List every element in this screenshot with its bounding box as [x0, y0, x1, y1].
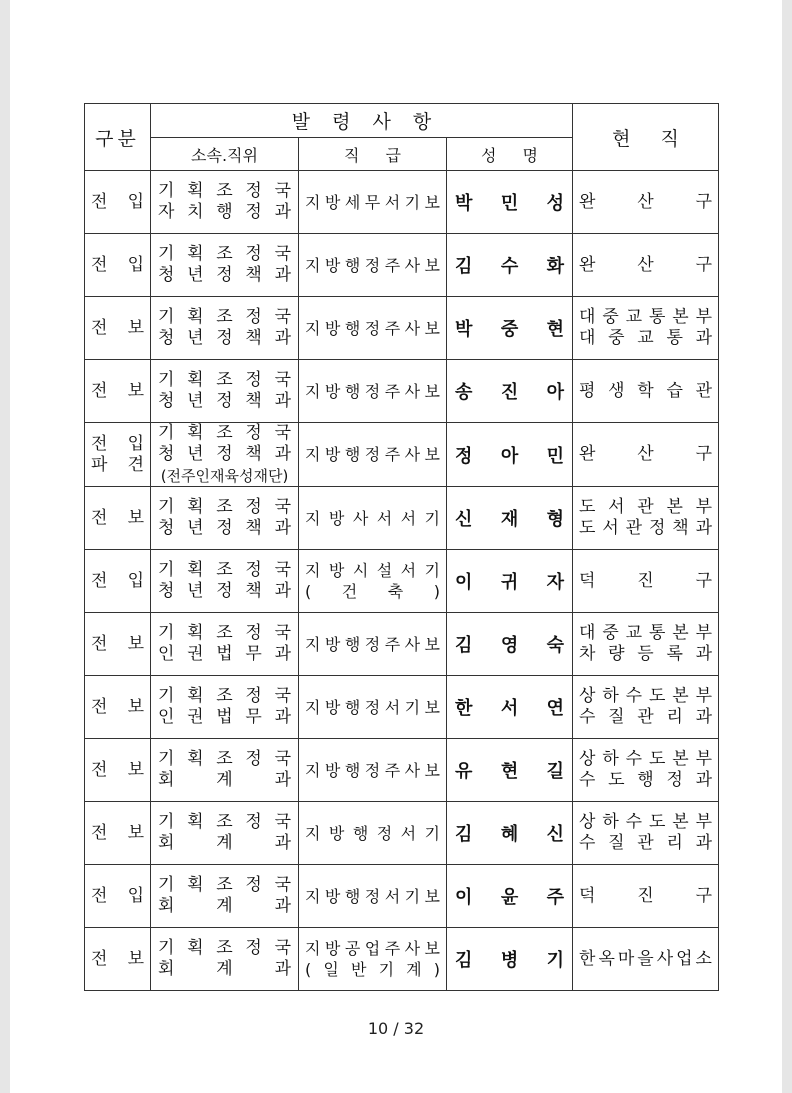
rank-cell — [299, 550, 447, 613]
rank-cell — [299, 802, 447, 865]
affiliation-line: 인 권 법 무 과 — [158, 707, 291, 727]
rank-line: 지 방 행 정 주 사 보 — [305, 634, 440, 654]
table-row — [85, 171, 719, 234]
name-cell — [447, 423, 573, 487]
type-line: 전 입 — [91, 570, 144, 591]
affiliation-cell — [151, 739, 299, 802]
current-line: 상 하 수 도 본 부 — [579, 812, 713, 832]
type-line: 전 입 — [91, 885, 144, 906]
affiliation-line: (전주인재육성재단) — [160, 467, 289, 485]
type-line: 전 보 — [91, 317, 144, 338]
table-row — [85, 234, 719, 297]
name-cell — [447, 360, 573, 423]
rank-cell — [299, 297, 447, 360]
type-cell — [85, 423, 151, 487]
current-line: 수 질 관 리 과 — [579, 833, 713, 853]
name-cell — [447, 171, 573, 234]
type-line: 전 입 — [91, 254, 144, 275]
current-line: 평 생 학 습 관 — [579, 380, 713, 401]
affiliation-line: 기 획 조 정 국 — [158, 370, 291, 390]
header-name: 성명 — [447, 138, 573, 171]
current-line: 대 중 교 통 본 부 — [579, 623, 713, 643]
affiliation-line: 기 획 조 정 국 — [158, 875, 291, 895]
name-cell — [447, 550, 573, 613]
table-row — [85, 802, 719, 865]
rank-line: 지 방 사 서 서 기 — [305, 508, 440, 528]
affiliation-cell — [151, 550, 299, 613]
rank-cell — [299, 613, 447, 676]
type-line: 전 보 — [91, 822, 144, 843]
name-cell — [447, 613, 573, 676]
type-line: 전 보 — [91, 759, 144, 780]
name-cell — [447, 487, 573, 550]
affiliation-line: 기 획 조 정 국 — [158, 423, 291, 443]
table-row — [85, 487, 719, 550]
type-cell — [85, 676, 151, 739]
table-row — [85, 676, 719, 739]
current-cell — [573, 171, 719, 234]
affiliation-line: 청 년 정 책 과 — [158, 391, 291, 411]
person-name: 이 귀 자 — [455, 572, 565, 593]
rank-line: 지 방 시 설 서 기 — [305, 561, 440, 580]
current-line: 덕 진 구 — [579, 570, 713, 591]
type-line: 전 보 — [91, 507, 144, 528]
table-row — [85, 928, 719, 991]
affiliation-line: 기 획 조 정 국 — [158, 938, 291, 958]
person-name: 신 재 형 — [455, 509, 565, 530]
affiliation-cell — [151, 802, 299, 865]
person-name: 한 서 연 — [455, 698, 565, 719]
current-cell — [573, 802, 719, 865]
header-title: 발령사항 — [151, 104, 573, 138]
person-name: 박 민 성 — [455, 193, 565, 214]
affiliation-line: 기 획 조 정 국 — [158, 497, 291, 517]
type-cell — [85, 928, 151, 991]
table-header-row — [85, 104, 719, 138]
affiliation-cell — [151, 360, 299, 423]
current-cell — [573, 865, 719, 928]
affiliation-line: 회 계 과 — [158, 959, 291, 979]
rank-cell — [299, 676, 447, 739]
current-line: 완 산 구 — [579, 254, 713, 275]
affiliation-cell — [151, 613, 299, 676]
affiliation-line: 기 획 조 정 국 — [158, 686, 291, 706]
type-line: 전 보 — [91, 380, 144, 401]
table-row — [85, 550, 719, 613]
rank-line: 지 방 행 정 주 사 보 — [305, 760, 440, 780]
current-line: 상 하 수 도 본 부 — [579, 749, 713, 769]
affiliation-line: 회 계 과 — [158, 770, 291, 790]
affiliation-line: 기 획 조 정 국 — [158, 623, 291, 643]
affiliation-cell — [151, 423, 299, 487]
rank-cell — [299, 739, 447, 802]
rank-line: 지 방 행 정 서 기 보 — [305, 697, 440, 717]
table-row — [85, 865, 719, 928]
current-cell — [573, 487, 719, 550]
header-gubun: 구분 — [85, 104, 151, 171]
affiliation-cell — [151, 297, 299, 360]
current-line: 한 옥 마 을 사 업 소 — [579, 948, 712, 969]
type-cell — [85, 297, 151, 360]
affiliation-line: 회 계 과 — [158, 833, 291, 853]
affiliation-line: 기 획 조 정 국 — [158, 560, 291, 580]
affiliation-line: 청 년 정 책 과 — [158, 328, 291, 348]
current-line: 수 도 행 정 과 — [579, 770, 713, 790]
type-cell — [85, 234, 151, 297]
rank-line: 지 방 세 무 서 기 보 — [305, 192, 440, 212]
header-current: 현직 — [573, 104, 719, 171]
rank-line: ( 건 축 ) — [305, 582, 440, 601]
current-cell — [573, 613, 719, 676]
affiliation-line: 청 년 정 책 과 — [158, 265, 291, 285]
name-cell — [447, 802, 573, 865]
current-cell — [573, 234, 719, 297]
current-line: 대 중 교 통 과 — [579, 328, 713, 348]
rank-line: 지 방 행 정 서 기 — [305, 823, 440, 843]
name-cell — [447, 865, 573, 928]
affiliation-cell — [151, 171, 299, 234]
rank-line: 지 방 공 업 주 사 보 — [305, 939, 440, 958]
name-cell — [447, 234, 573, 297]
affiliation-cell — [151, 487, 299, 550]
affiliation-line: 기 획 조 정 국 — [158, 244, 291, 264]
affiliation-cell — [151, 928, 299, 991]
rank-cell — [299, 360, 447, 423]
person-name: 김 병 기 — [455, 950, 565, 971]
name-cell — [447, 928, 573, 991]
current-cell — [573, 423, 719, 487]
affiliation-line: 기 획 조 정 국 — [158, 181, 291, 201]
rank-cell — [299, 234, 447, 297]
affiliation-line: 회 계 과 — [158, 896, 291, 916]
type-line: 전 보 — [91, 633, 144, 654]
rank-cell — [299, 487, 447, 550]
rank-cell — [299, 171, 447, 234]
current-line: 수 질 관 리 과 — [579, 707, 713, 727]
type-line: 전 입 — [91, 433, 144, 454]
current-line: 대 중 교 통 본 부 — [579, 307, 713, 327]
current-cell — [573, 360, 719, 423]
table-row — [85, 297, 719, 360]
current-cell — [573, 297, 719, 360]
type-cell — [85, 550, 151, 613]
personnel-order-table — [84, 103, 719, 991]
current-cell — [573, 550, 719, 613]
header-affiliation: 소속.직위 — [151, 138, 299, 171]
person-name: 송 진 아 — [455, 382, 565, 403]
rank-line: 지 방 행 정 주 사 보 — [305, 255, 440, 275]
affiliation-line: 자 치 행 정 과 — [158, 202, 291, 222]
affiliation-line: 기 획 조 정 국 — [158, 749, 291, 769]
rank-line: ( 일 반 기 계 ) — [305, 960, 440, 979]
type-line: 파 견 — [91, 454, 144, 475]
current-cell — [573, 739, 719, 802]
current-line: 덕 진 구 — [579, 885, 713, 906]
person-name: 이 윤 주 — [455, 887, 565, 908]
rank-line: 지 방 행 정 서 기 보 — [305, 886, 440, 906]
type-cell — [85, 865, 151, 928]
affiliation-line: 인 권 법 무 과 — [158, 644, 291, 664]
document-page — [10, 0, 782, 1093]
person-name: 김 수 화 — [455, 256, 565, 277]
page-number: 10 / 32 — [367, 1019, 425, 1038]
affiliation-cell — [151, 234, 299, 297]
type-cell — [85, 360, 151, 423]
type-line: 전 입 — [91, 191, 144, 212]
type-cell — [85, 171, 151, 234]
type-cell — [85, 802, 151, 865]
table-row — [85, 613, 719, 676]
type-line: 전 보 — [91, 696, 144, 717]
rank-cell — [299, 865, 447, 928]
affiliation-line: 청 년 정 책 과 — [158, 581, 291, 601]
type-cell — [85, 613, 151, 676]
person-name: 박 중 현 — [455, 319, 565, 340]
affiliation-line: 기 획 조 정 국 — [158, 812, 291, 832]
person-name: 김 혜 신 — [455, 824, 565, 845]
current-line: 상 하 수 도 본 부 — [579, 686, 713, 706]
current-line: 도 서 관 정 책 과 — [579, 518, 713, 538]
current-line: 완 산 구 — [579, 444, 713, 464]
person-name: 유 현 길 — [455, 761, 565, 782]
current-cell — [573, 928, 719, 991]
header-rank: 직급 — [299, 138, 447, 171]
table-row — [85, 360, 719, 423]
affiliation-line: 기 획 조 정 국 — [158, 307, 291, 327]
type-cell — [85, 487, 151, 550]
rank-cell — [299, 928, 447, 991]
rank-line: 지 방 행 정 주 사 보 — [305, 445, 440, 464]
current-line: 완 산 구 — [579, 191, 713, 212]
type-line: 전 보 — [91, 948, 144, 969]
name-cell — [447, 739, 573, 802]
type-cell — [85, 739, 151, 802]
name-cell — [447, 297, 573, 360]
current-line: 차 량 등 록 과 — [579, 644, 713, 664]
rank-line: 지 방 행 정 주 사 보 — [305, 318, 440, 338]
affiliation-line: 청 년 정 책 과 — [158, 518, 291, 538]
person-name: 정 아 민 — [455, 445, 565, 467]
affiliation-cell — [151, 865, 299, 928]
table-row — [85, 739, 719, 802]
name-cell — [447, 676, 573, 739]
table-row — [85, 423, 719, 487]
affiliation-line: 청 년 정 책 과 — [158, 444, 291, 464]
current-cell — [573, 676, 719, 739]
affiliation-cell — [151, 676, 299, 739]
current-line: 도 서 관 본 부 — [579, 497, 713, 517]
rank-line: 지 방 행 정 주 사 보 — [305, 381, 440, 401]
rank-cell — [299, 423, 447, 487]
person-name: 김 영 숙 — [455, 635, 565, 656]
